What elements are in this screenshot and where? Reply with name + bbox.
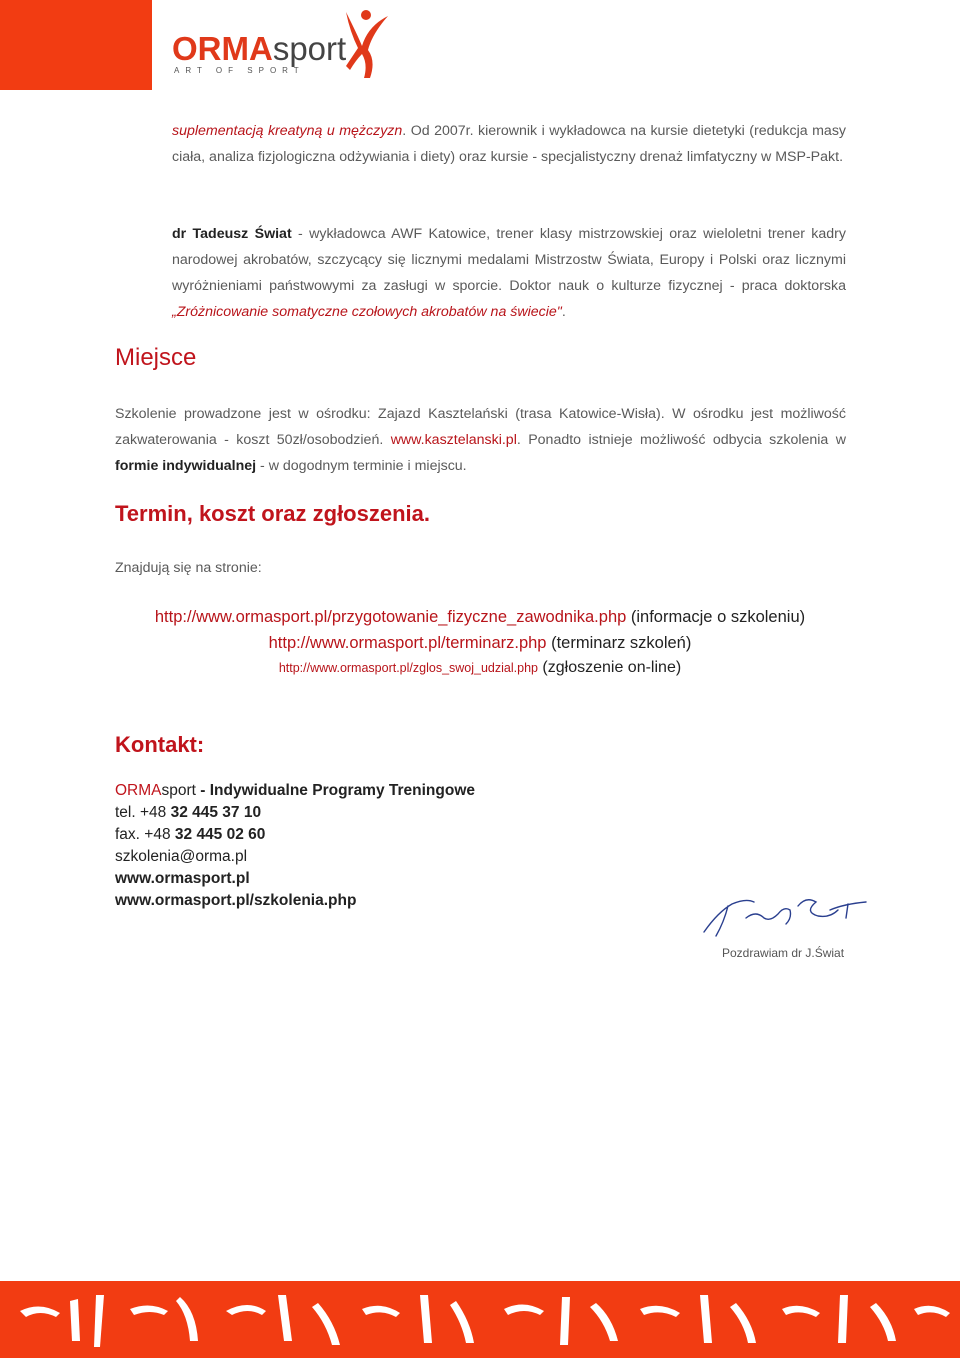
link-note-2: (terminarz szkoleń) (546, 634, 692, 652)
brand-sport: sport (161, 782, 196, 799)
link-training-info[interactable]: http://www.ormasport.pl/przygotowanie_fizyczne_zawodnika.php (154, 608, 627, 626)
contact-tel: tel. +48 32 445 37 10 (115, 804, 262, 821)
link-note-3: (zgłoszenie on-line) (537, 659, 682, 676)
individual-form: formie indywidualnej (115, 458, 257, 474)
contact-fax: fax. +48 32 445 02 60 (115, 826, 266, 843)
terms-link-row-2 (0, 634, 960, 653)
terms-link-row-3 (0, 659, 960, 677)
terms-intro: Znajdują się na stronie: (115, 560, 262, 576)
place-text-3: - w dogodnym terminie i miejscu. (256, 458, 467, 474)
thesis-title: „Zróżnicowanie somatyczne czołowych akrobatów na świecie" (172, 304, 562, 320)
handwritten-signature (698, 892, 874, 942)
trainer-end: . (561, 304, 566, 320)
link-schedule[interactable]: http://www.ormasport.pl/terminarz.php (268, 634, 547, 652)
brand-desc: - Indywidualne Programy Treningowe (195, 782, 476, 799)
contact-block (115, 780, 475, 912)
contact-brand-line (115, 780, 475, 802)
ormasport-logo[interactable] (168, 6, 398, 90)
fax-number: 32 445 02 60 (174, 826, 266, 843)
logo-orma-text: ORMA (172, 30, 273, 67)
trainer-text: - wykładowca AWF Katowice, trener klasy mistrzowskiej oraz wieloletni trener kadry narodowej akrobatów, szczycący się licznymi medalami Mistrzostw Świata, Europy i Polski oraz licznymi wyróżnieniami państwowymi za zasługi w sporcie. Doktor nauk o kulturze fizycznej - praca doktorska (172, 226, 846, 294)
intro-text: . Od 2007r. kierownik i wykładowca na kursie dietetyki (redukcja masy ciała, analiza fizjologiczna odżywiania i diety) oraz kursie - specjalistyczny drenaż limfatyczny w MSP-Pakt. (172, 123, 847, 165)
gymnast-figures-icon (0, 1281, 960, 1358)
contact-www[interactable]: www.ormasport.pl (115, 870, 250, 887)
place-paragraph (115, 401, 846, 479)
tel-number[interactable]: 32 445 37 10 (170, 804, 262, 821)
brand-orma: ORMA (115, 782, 162, 799)
trainer-name: dr Tadeusz Świat (172, 226, 292, 242)
logo-tagline: ART OF SPORT (174, 66, 305, 75)
signature-closing: Pozdrawiam dr J.Świat (722, 946, 845, 960)
place-text-1: Szkolenie prowadzone jest w ośrodku: Zajazd Kasztelański (trasa Katowice-Wisła). W ośrodku jest możliwość zakwaterowania - koszt 50zł/osobodzień. (115, 406, 846, 448)
intro-paragraph (172, 118, 846, 170)
link-signup[interactable]: http://www.ormasport.pl/zglos_swoj_udzial.php (278, 661, 538, 675)
link-note-1: (informacje o szkoleniu) (626, 608, 806, 626)
trainer-paragraph (172, 221, 846, 325)
gymnast-logo-icon (328, 6, 398, 86)
terms-heading: Termin, koszt oraz zgłoszenia. (115, 501, 430, 526)
contact-email[interactable]: szkolenia@orma.pl (115, 848, 248, 865)
place-text-2: . Ponadto istnieje możliwość odbycia szkolenia w (516, 432, 846, 448)
place-heading: Miejsce (115, 344, 197, 371)
header-red-bar (0, 0, 152, 90)
intro-italic: suplementacją kreatyną u mężczyzn (172, 123, 403, 139)
footer-banner (0, 1281, 960, 1358)
terms-link-row-1 (0, 608, 960, 627)
logo-sport-text: sport (272, 30, 347, 67)
contact-heading: Kontakt: (115, 732, 205, 757)
kasztelanski-link[interactable]: www.kasztelanski.pl (390, 432, 517, 448)
contact-www-trainings[interactable]: www.ormasport.pl/szkolenia.php (115, 892, 357, 909)
